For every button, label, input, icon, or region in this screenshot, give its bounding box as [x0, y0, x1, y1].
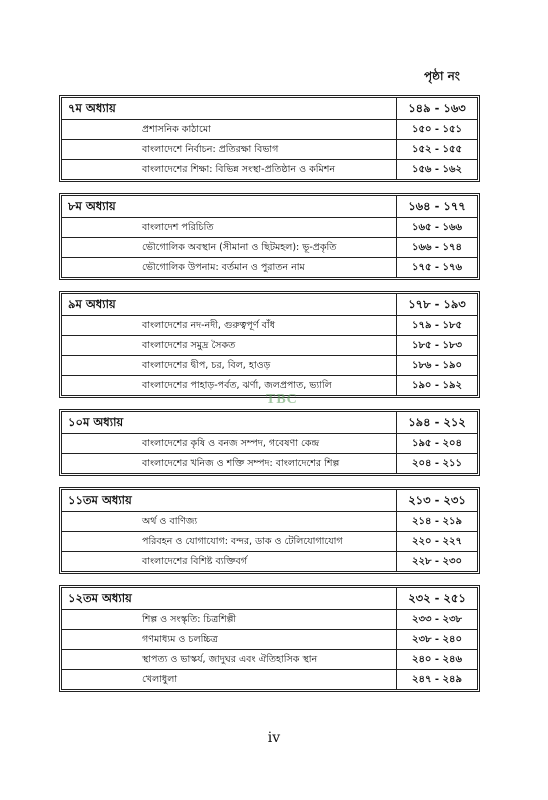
- section-row: [62, 629, 477, 649]
- section-title: প্রশাসনিক কাঠামো: [142, 124, 211, 135]
- chapter-title: ৮ম অধ্যায়: [68, 199, 116, 213]
- section-title: খেলাধুলা: [142, 674, 178, 685]
- section-pages: ১৮৬ - ১৯০: [396, 356, 477, 375]
- chapter-title: ১২তম অধ্যায়: [68, 591, 132, 605]
- chapter-block: [59, 193, 480, 280]
- section-title: স্থাপত্য ও ভাস্কর্য, জাদুঘর এবং ঐতিহাসিক স্থান: [142, 654, 318, 665]
- chapter-block: [59, 95, 480, 182]
- chapter-title: ১০ম অধ্যায়: [68, 415, 124, 429]
- chapter-block: [59, 291, 480, 398]
- section-pages: ২২০ - ২২৭: [396, 532, 477, 551]
- section-row: [62, 649, 477, 669]
- section-title: বাংলাদেশ পরিচিতি: [142, 222, 214, 233]
- chapter-pages: ১৬৪ - ১৭৭: [396, 196, 477, 217]
- section-title: বাংলাদেশের বিশিষ্ট ব্যক্তিবর্গ: [142, 556, 248, 567]
- section-title: ভৌগোলিক অবস্থান (সীমানা ও ছিটমহল): ভূ-প্রকৃতি: [142, 242, 337, 253]
- chapter-block: [59, 409, 480, 476]
- section-pages: ২১৪ - ২১৯: [396, 512, 477, 531]
- section-row: [62, 257, 477, 277]
- watermark-logo: TBC: [266, 392, 298, 407]
- section-title: বাংলাদেশের কৃষি ও বনজ সম্পদ, গবেষণা কেন্দ্র: [142, 438, 320, 449]
- section-pages: ১৫০ - ১৫১: [396, 120, 477, 139]
- section-pages: ১৯৫ - ২০৪: [396, 434, 477, 453]
- chapter-header-row: [62, 412, 477, 433]
- section-title: বাংলাদেশের দ্বীপ, চর, বিল, হাওড়: [142, 360, 271, 371]
- chapter-header-row: [62, 98, 477, 119]
- chapter-pages: ১৯৪ - ২১২: [396, 412, 477, 433]
- page-footer-number: iv: [267, 730, 281, 746]
- chapter-pages: ২১৩ - ২৩১: [396, 490, 477, 511]
- chapter-title: ১১তম অধ্যায়: [68, 493, 132, 507]
- section-row: [62, 159, 477, 179]
- section-pages: ২২৮ - ২৩০: [396, 552, 477, 571]
- section-row: [62, 609, 477, 629]
- section-row: [62, 237, 477, 257]
- section-title: বাংলাদেশের সমুদ্র সৈকত: [142, 340, 236, 351]
- section-row: [62, 433, 477, 453]
- section-pages: ১৭৯ - ১৮৫: [396, 316, 477, 335]
- chapter-pages: ১৭৮ - ১৯৩: [396, 294, 477, 315]
- section-title: গণমাধ্যম ও চলচ্চিত্র: [142, 634, 218, 645]
- section-title: বাংলাদেশের নদ-নদী, গুরুত্বপূর্ণ বাঁধ: [142, 320, 276, 331]
- section-row: [62, 335, 477, 355]
- section-title: বাংলাদেশের পাহাড়-পর্বত, ঝর্ণা, জলপ্রপাত, ভ্যালি: [142, 380, 332, 391]
- chapter-title: ৯ম অধ্যায়: [68, 297, 116, 311]
- section-title: ভৌগোলিক উপনাম: বর্তমান ও পুরাতন নাম: [142, 262, 305, 273]
- section-pages: ১৬৬ - ১৭৪: [396, 238, 477, 257]
- chapter-header-row: [62, 490, 477, 511]
- section-pages: ১৬৫ - ১৬৬: [396, 218, 477, 237]
- section-title: বাংলাদেশের খনিজ ও শক্তি সম্পদ: বাংলাদেশের শিল্প: [142, 458, 340, 469]
- section-title: অর্থ ও বাণিজ্য: [142, 516, 198, 527]
- page-number-label: পৃষ্ঠা নং: [424, 69, 460, 83]
- chapter-pages: ১৪৯ - ১৬৩: [396, 98, 477, 119]
- section-pages: ১৭৫ - ১৭৬: [396, 258, 477, 277]
- section-pages: ২০৪ - ২১১: [396, 454, 477, 473]
- section-row: [62, 355, 477, 375]
- section-row: [62, 139, 477, 159]
- chapter-header-row: [62, 196, 477, 217]
- section-row: [62, 551, 477, 571]
- section-title: বাংলাদেশে নির্বাচন: প্রতিরক্ষা বিভাগ: [142, 144, 279, 155]
- section-pages: ২৩৮ - ২৪০: [396, 630, 477, 649]
- section-pages: ২৪০ - ২৪৬: [396, 650, 477, 669]
- chapter-title: ৭ম অধ্যায়: [68, 101, 116, 115]
- section-row: [62, 511, 477, 531]
- section-title: শিল্প ও সংস্কৃতি: চিত্রশিল্পী: [142, 614, 237, 625]
- chapter-pages: ২৩২ - ২৫১: [396, 588, 477, 609]
- section-pages: ২৩৩ - ২৩৮: [396, 610, 477, 629]
- section-pages: ১৮৫ - ১৮৩: [396, 336, 477, 355]
- section-title: পরিবহন ও যোগাযোগ: বন্দর, ডাক ও টেলিযোগাযোগ: [142, 536, 343, 547]
- section-title: বাংলাদেশের শিক্ষা: বিভিন্ন সংস্থা-প্রতিষ্ঠান ও কমিশন: [142, 164, 336, 175]
- section-pages: ১৯০ - ১৯২: [396, 376, 477, 395]
- section-row: [62, 217, 477, 237]
- chapter-block: [59, 487, 480, 574]
- chapter-header-row: [62, 588, 477, 609]
- section-pages: ১৫৬ - ১৬২: [396, 160, 477, 179]
- section-pages: ১৫২ - ১৫৫: [396, 140, 477, 159]
- section-pages: ২৪৭ - ২৪৯: [396, 670, 477, 689]
- section-row: [62, 119, 477, 139]
- section-row: [62, 453, 477, 473]
- chapter-block: [59, 585, 480, 692]
- section-row: [62, 669, 477, 689]
- chapter-header-row: [62, 294, 477, 315]
- section-row: [62, 315, 477, 335]
- section-row: [62, 531, 477, 551]
